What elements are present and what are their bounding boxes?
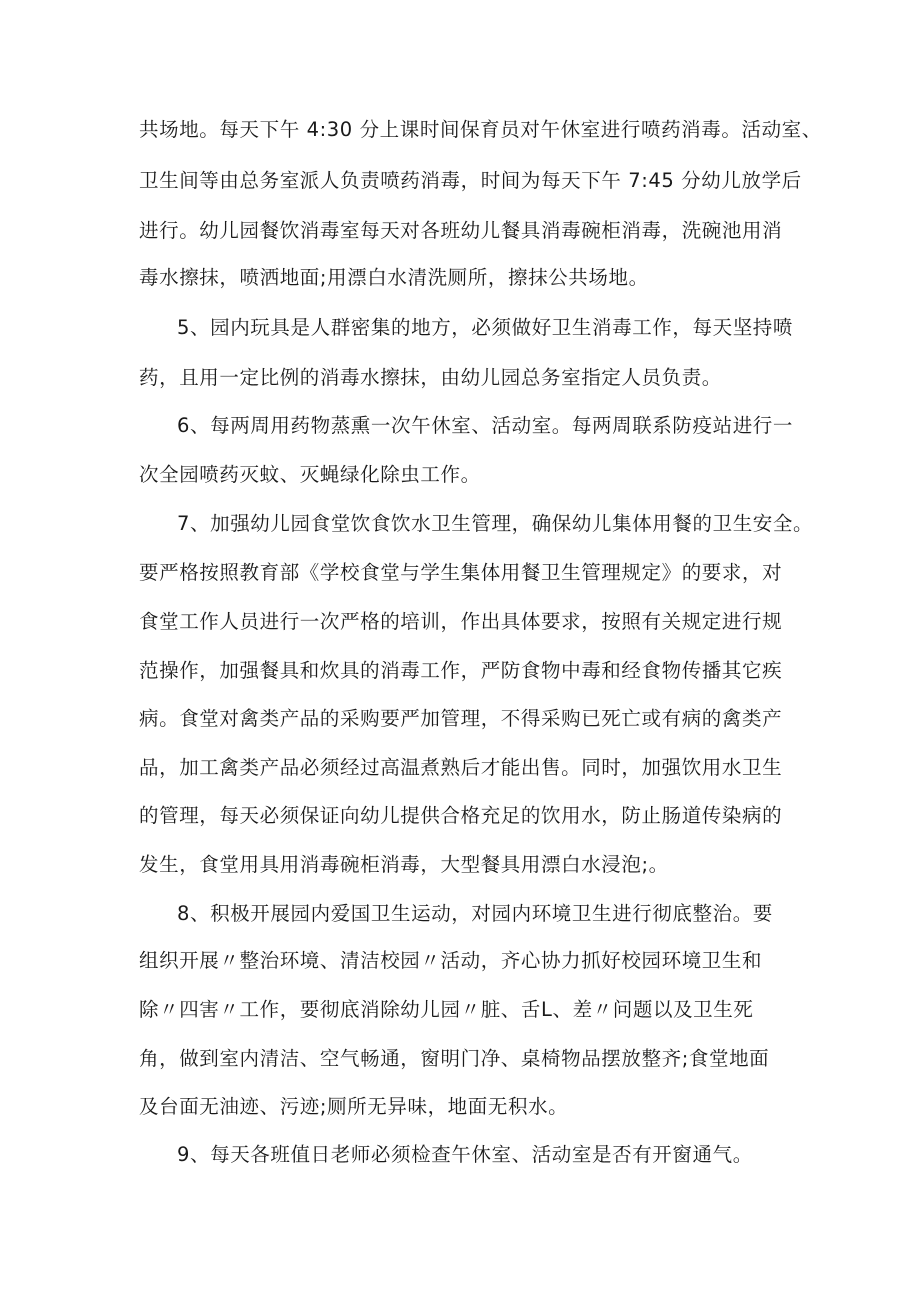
paragraph-9-line: 9、每天各班值日老师必须检查午休室、活动室是否有开窗通气。 [177,1143,753,1166]
text-line: 毒水擦抹，喷洒地面;用漂白水清洗厕所，擦抹公共场地。 [139,266,649,289]
paragraph-7-line: 7、加强幼儿园食堂饮食饮水卫生管理，确保幼儿集体用餐的卫生安全。 [177,512,814,535]
paragraph-8-line: 8、积极开展园内爱国卫生运动，对园内环境卫生进行彻底整治。要 [177,902,773,925]
text-line: 进行。幼儿园餐饮消毒室每天对各班幼儿餐具消毒碗柜消毒，洗碗池用消 [139,219,783,242]
text-line: 品，加工禽类产品必须经过高温煮熟后才能出售。同时，加强饮用水卫生 [139,756,783,779]
text-line: 共场地。每天下午 4:30 分上课时间保育员对午休室进行喷药消毒。活动室、 [139,118,822,141]
text-line: 要严格按照教育部《学校食堂与学生集体用餐卫生管理规定》的要求，对 [139,561,783,584]
text-line: 除〃四害〃工作，要彻底消除幼儿园〃脏、舌L、差〃问题以及卫生死 [139,998,754,1021]
paragraph-6-line: 6、每两周用药物蒸熏一次午休室、活动室。每两周联系防疫站进行一 [177,414,794,437]
text-line: 角，做到室内清洁、空气畅通，窗明门净、桌椅物品摆放整齐;食堂地面 [139,1047,770,1070]
text-line: 的管理，每天必须保证向幼儿提供合格充足的饮用水，防止肠道传染病的 [139,804,783,827]
text-line: 组织开展〃整治环境、清洁校园〃活动，齐心协力抓好校园环境卫生和 [139,949,763,972]
text-line: 病。食堂对禽类产品的采购要严加管理，不得采购已死亡或有病的禽类产 [139,707,783,730]
text-line: 药，且用一定比例的消毒水擦抹，由幼儿园总务室指定人员负责。 [139,366,722,389]
text-line: 及台面无油迹、污迹;厕所无异味，地面无积水。 [139,1095,569,1118]
text-line: 发生，食堂用具用消毒碗柜消毒，大型餐具用漂白水浸泡;。 [139,853,669,876]
text-line: 次全园喷药灭蚊、灭蝇绿化除虫工作。 [139,463,481,486]
text-line: 卫生间等由总务室派人负责喷药消毒，时间为每天下午 7:45 分幼儿放学后 [139,169,802,192]
paragraph-5-line: 5、园内玩具是人群密集的地方，必须做好卫生消毒工作，每天坚持喷 [177,316,794,339]
text-line: 范操作，加强餐具和炊具的消毒工作，严防食物中毒和经食物传播其它疾 [139,659,783,682]
text-line: 食堂工作人员进行一次严格的培训，作出具体要求，按照有关规定进行规 [139,610,783,633]
